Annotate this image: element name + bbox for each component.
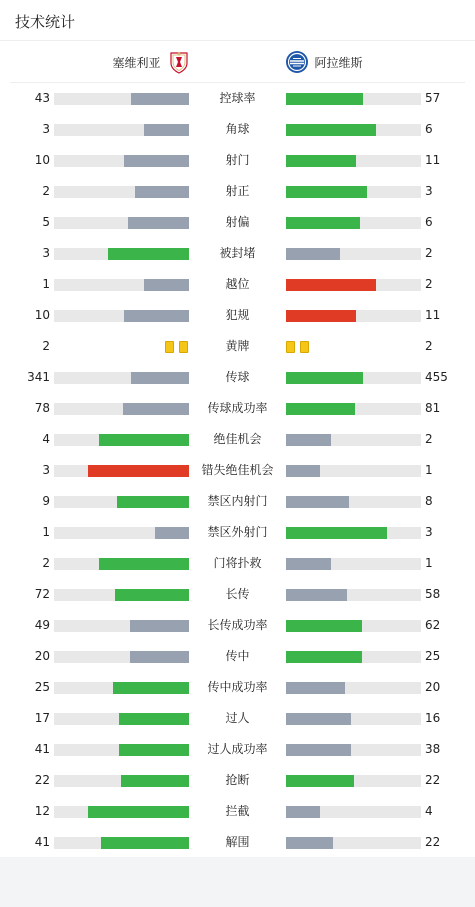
home-bar-fill [130, 651, 189, 663]
stat-label: 长传成功率 [207, 618, 268, 632]
home-value: 25 [34, 680, 50, 694]
away-bar-track [286, 620, 421, 632]
away-value: 81 [425, 401, 441, 415]
away-bar-fill [286, 155, 356, 167]
home-bar-track [54, 806, 189, 818]
home-value: 5 [42, 215, 50, 229]
away-value: 1 [425, 556, 433, 570]
away-bar-fill [286, 713, 351, 725]
stat-label: 禁区外射门 [207, 525, 268, 539]
away-value: 2 [425, 339, 433, 353]
away-bar-fill [286, 248, 340, 260]
away-value: 2 [425, 432, 433, 446]
stat-label: 黄牌 [225, 339, 250, 353]
stat-label: 过人成功率 [207, 742, 268, 756]
away-bar-fill [286, 372, 363, 384]
away-value: 38 [425, 742, 441, 756]
away-value: 455 [425, 370, 448, 384]
away-bar-fill [286, 279, 376, 291]
home-yellow-cards [165, 341, 188, 353]
home-bar-track [54, 589, 189, 601]
home-bar-fill [128, 217, 189, 229]
away-bar-fill [286, 496, 349, 508]
stat-row [0, 424, 475, 455]
home-value: 10 [34, 153, 50, 167]
stat-row [0, 269, 475, 300]
home-value: 2 [42, 339, 50, 353]
stat-row [0, 238, 475, 269]
away-bar-fill [286, 806, 320, 818]
away-team-crest-icon [285, 50, 309, 74]
home-value: 2 [42, 556, 50, 570]
away-bar-track [286, 434, 421, 446]
home-value: 72 [34, 587, 50, 601]
stat-label: 过人 [225, 711, 250, 725]
stat-label: 抢断 [225, 773, 250, 787]
away-bar-fill [286, 775, 354, 787]
home-value: 10 [34, 308, 50, 322]
stat-row [0, 517, 475, 548]
home-bar-track [54, 310, 189, 322]
stat-row [0, 765, 475, 796]
stat-row [0, 548, 475, 579]
away-value: 2 [425, 277, 433, 291]
home-bar-fill [108, 248, 189, 260]
stat-label: 控球率 [219, 91, 256, 105]
away-bar-track [286, 155, 421, 167]
home-bar-fill [124, 155, 189, 167]
stat-label: 长传 [225, 587, 250, 601]
away-value: 20 [425, 680, 441, 694]
home-bar-fill [113, 682, 189, 694]
home-team[interactable] [112, 50, 190, 74]
home-bar-track [54, 465, 189, 477]
yellow-card-icon [165, 341, 174, 353]
home-bar-track [54, 248, 189, 260]
home-bar-track [54, 434, 189, 446]
home-bar-track [54, 217, 189, 229]
home-value: 41 [34, 742, 50, 756]
away-team-name: 阿拉维斯 [314, 55, 363, 70]
away-bar-track [286, 837, 421, 849]
away-value: 2 [425, 246, 433, 260]
away-value: 16 [425, 711, 441, 725]
home-bar-track [54, 186, 189, 198]
stat-row [0, 455, 475, 486]
home-value: 12 [34, 804, 50, 818]
stat-label: 越位 [225, 277, 250, 291]
home-bar-fill [119, 744, 189, 756]
stats-list [0, 83, 475, 858]
away-value: 62 [425, 618, 441, 632]
home-value: 3 [42, 122, 50, 136]
stat-row [0, 703, 475, 734]
away-bar-track [286, 558, 421, 570]
away-bar-track [286, 713, 421, 725]
home-value: 3 [42, 246, 50, 260]
away-bar-fill [286, 186, 367, 198]
home-bar-fill [119, 713, 189, 725]
stat-label: 角球 [225, 122, 250, 136]
away-bar-fill [286, 558, 331, 570]
away-bar-fill [286, 93, 363, 105]
away-value: 11 [425, 153, 441, 167]
yellow-card-icon [300, 341, 309, 353]
yellow-card-icon [286, 341, 295, 353]
home-bar-track [54, 837, 189, 849]
home-bar-track [54, 496, 189, 508]
home-value: 1 [42, 277, 50, 291]
stat-label: 门将扑救 [213, 556, 262, 570]
home-bar-track [54, 744, 189, 756]
home-bar-fill [124, 310, 189, 322]
away-value: 22 [425, 773, 441, 787]
away-bar-fill [286, 434, 331, 446]
stat-row [0, 362, 475, 393]
away-bar-fill [286, 837, 333, 849]
home-bar-fill [155, 527, 189, 539]
stat-label: 传中 [225, 649, 250, 663]
stat-row [0, 176, 475, 207]
away-value: 6 [425, 215, 433, 229]
away-bar-track [286, 310, 421, 322]
away-bar-track [286, 806, 421, 818]
home-bar-fill [88, 465, 189, 477]
stat-row [0, 145, 475, 176]
away-bar-fill [286, 465, 320, 477]
home-bar-fill [99, 558, 189, 570]
home-value: 341 [27, 370, 50, 384]
home-bar-fill [135, 186, 189, 198]
home-value: 9 [42, 494, 50, 508]
away-bar-fill [286, 589, 347, 601]
stat-label: 拦截 [225, 804, 250, 818]
away-bar-fill [286, 217, 360, 229]
title-bar [0, 0, 475, 41]
away-bar-track [286, 465, 421, 477]
home-bar-track [54, 651, 189, 663]
home-value: 20 [34, 649, 50, 663]
home-bar-fill [131, 372, 189, 384]
home-team-name: 塞维利亚 [112, 55, 161, 70]
stat-row [0, 300, 475, 331]
stat-row [0, 486, 475, 517]
stat-row [0, 114, 475, 145]
away-value: 11 [425, 308, 441, 322]
away-bar-fill [286, 651, 362, 663]
away-value: 57 [425, 91, 441, 105]
home-bar-fill [115, 589, 189, 601]
home-bar-fill [123, 403, 189, 415]
stat-row [0, 734, 475, 765]
home-bar-fill [88, 806, 189, 818]
stat-label: 射门 [225, 153, 250, 167]
home-bar-track [54, 93, 189, 105]
home-bar-track [54, 620, 189, 632]
home-value: 22 [34, 773, 50, 787]
away-bar-track [286, 217, 421, 229]
home-bar-fill [130, 620, 189, 632]
away-bar-track [286, 744, 421, 756]
stat-label: 传球 [225, 370, 250, 384]
home-value: 2 [42, 184, 50, 198]
away-team[interactable] [285, 50, 363, 74]
away-bar-fill [286, 403, 355, 415]
stat-label: 解围 [225, 835, 250, 849]
away-bar-fill [286, 527, 387, 539]
home-bar-fill [121, 775, 189, 787]
home-bar-track [54, 403, 189, 415]
away-bar-track [286, 496, 421, 508]
away-value: 3 [425, 525, 433, 539]
away-value: 8 [425, 494, 433, 508]
yellow-card-icon [179, 341, 188, 353]
stat-row [0, 641, 475, 672]
away-yellow-cards [286, 341, 309, 353]
stat-label: 犯规 [225, 308, 250, 322]
home-value: 49 [34, 618, 50, 632]
home-bar-track [54, 775, 189, 787]
home-value: 17 [34, 711, 50, 725]
teams-header [10, 41, 465, 83]
stat-row [0, 610, 475, 641]
away-bar-track [286, 248, 421, 260]
away-bar-track [286, 403, 421, 415]
home-bar-fill [131, 93, 189, 105]
away-value: 58 [425, 587, 441, 601]
home-bar-fill [144, 279, 189, 291]
stat-row [0, 827, 475, 858]
home-value: 78 [34, 401, 50, 415]
home-bar-track [54, 124, 189, 136]
home-value: 3 [42, 463, 50, 477]
home-bar-track [54, 682, 189, 694]
stat-row [0, 672, 475, 703]
home-value: 1 [42, 525, 50, 539]
away-bar-track [286, 589, 421, 601]
home-bar-track [54, 527, 189, 539]
home-bar-track [54, 155, 189, 167]
stat-row [0, 579, 475, 610]
away-value: 3 [425, 184, 433, 198]
stat-row [0, 393, 475, 424]
away-bar-fill [286, 310, 356, 322]
stat-label: 被封堵 [219, 246, 256, 260]
away-bar-track [286, 93, 421, 105]
home-bar-fill [99, 434, 189, 446]
stat-label: 禁区内射门 [207, 494, 268, 508]
away-bar-track [286, 527, 421, 539]
home-value: 4 [42, 432, 50, 446]
page-title: 技术统计 [15, 13, 76, 31]
home-bar-track [54, 372, 189, 384]
stat-label: 错失绝佳机会 [201, 463, 274, 477]
home-bar-fill [101, 837, 189, 849]
stat-row [0, 83, 475, 114]
away-bar-track [286, 279, 421, 291]
away-bar-fill [286, 682, 345, 694]
away-value: 25 [425, 649, 441, 663]
stat-row [0, 331, 475, 362]
stat-label: 传中成功率 [207, 680, 268, 694]
stat-label: 传球成功率 [207, 401, 268, 415]
away-bar-track [286, 124, 421, 136]
home-bar-track [54, 279, 189, 291]
stat-row [0, 207, 475, 238]
away-bar-track [286, 682, 421, 694]
stat-label: 射偏 [225, 215, 250, 229]
home-value: 41 [34, 835, 50, 849]
home-bar-fill [117, 496, 189, 508]
stat-label: 射正 [225, 184, 250, 198]
away-bar-fill [286, 124, 376, 136]
home-team-crest-icon [167, 50, 191, 74]
home-bar-track [54, 558, 189, 570]
away-bar-track [286, 651, 421, 663]
away-bar-track [286, 186, 421, 198]
stat-row [0, 796, 475, 827]
away-value: 4 [425, 804, 433, 818]
stat-label: 绝佳机会 [213, 432, 262, 446]
away-value: 1 [425, 463, 433, 477]
home-value: 43 [34, 91, 50, 105]
home-bar-fill [144, 124, 189, 136]
away-bar-track [286, 775, 421, 787]
away-bar-track [286, 372, 421, 384]
away-value: 22 [425, 835, 441, 849]
home-bar-track [54, 713, 189, 725]
away-value: 6 [425, 122, 433, 136]
away-bar-fill [286, 620, 362, 632]
away-bar-fill [286, 744, 351, 756]
